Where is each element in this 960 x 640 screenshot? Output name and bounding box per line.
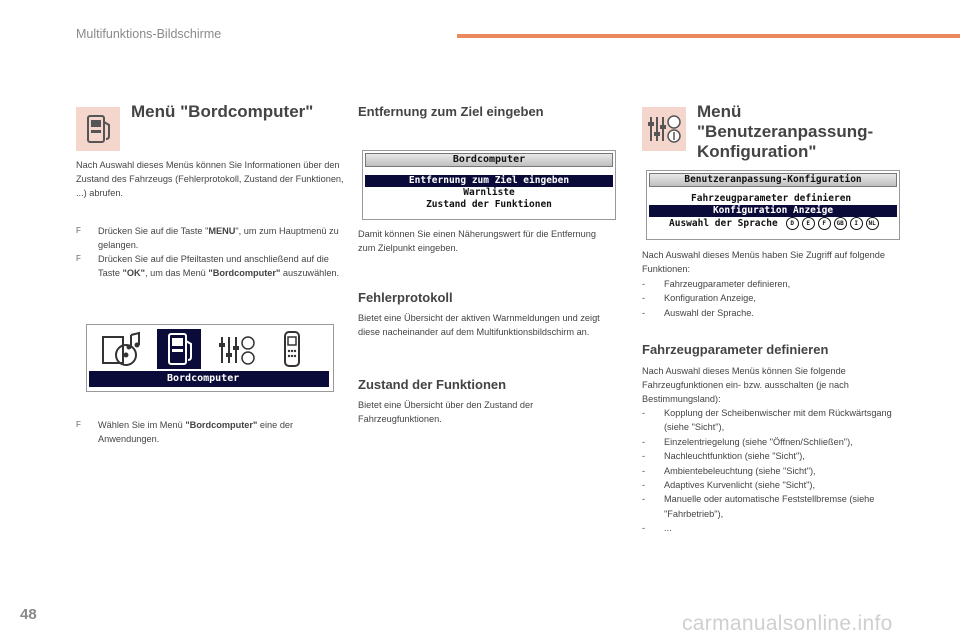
list-item: - Einzelentriegelung (siehe "Öffnen/Schließen"), bbox=[642, 436, 853, 447]
instruction-list bbox=[76, 224, 344, 280]
header-accent-bar bbox=[457, 34, 960, 38]
screen-row-language: Auswahl der Sprache D E F GB I NL bbox=[647, 217, 899, 230]
language-flag: GB bbox=[834, 217, 847, 230]
list-item: - ... bbox=[642, 523, 672, 534]
personalisation-icon bbox=[642, 107, 686, 151]
language-flag: F bbox=[818, 217, 831, 230]
language-flag: I bbox=[850, 217, 863, 230]
settings-menu-icon bbox=[217, 331, 257, 369]
screen-row-selected: Konfiguration Anzeige bbox=[649, 205, 897, 217]
screen-title: Bordcomputer bbox=[365, 153, 613, 167]
language-flag: D bbox=[786, 217, 799, 230]
media-menu-icon bbox=[99, 331, 143, 369]
page-number: 48 bbox=[20, 606, 37, 623]
running-header: Multifunktions-Bildschirme bbox=[76, 27, 222, 41]
screen-row-selected: Entfernung zum Ziel eingeben bbox=[365, 175, 613, 187]
personalisation-screen bbox=[646, 170, 900, 240]
list-item: - Ambientebeleuchtung (siehe "Sicht"), bbox=[642, 465, 816, 476]
personalisation-heading: Menü "Benutzeranpassung- Konfiguration" bbox=[697, 102, 874, 161]
bullet-marker: F bbox=[76, 226, 81, 235]
list-item: - Adaptives Kurvenlicht (siehe "Sicht"), bbox=[642, 480, 816, 491]
trip-computer-screen bbox=[362, 150, 616, 220]
list-item: - Nachleuchtfunktion (siehe "Sicht"), bbox=[642, 451, 805, 462]
bullet-marker: F bbox=[76, 254, 81, 263]
main-menu-selected-label: Bordcomputer bbox=[89, 371, 329, 387]
instruction-select-application: F Wählen Sie im Menü "Bordcomputer" eine der Anwendungen. bbox=[76, 420, 294, 444]
vehicle-parameters-list bbox=[642, 406, 898, 536]
bullet-marker: F bbox=[76, 420, 81, 429]
distance-text: Damit können Sie einen Näherungswert für die Entfernung zum Zielpunkt eingeben. bbox=[358, 229, 596, 253]
trip-computer-icon bbox=[76, 107, 120, 151]
trip-computer-intro: Nach Auswahl dieses Menüs können Sie Informationen über den Zustand des Fahrzeugs (Fehlerprotokoll, Zustand der Funktionen, ...) abrufen. bbox=[76, 160, 344, 198]
language-flag: E bbox=[802, 217, 815, 230]
personalisation-intro: Nach Auswahl dieses Menüs haben Sie Zugriff auf folgende Funktionen: bbox=[642, 250, 885, 274]
phone-menu-icon bbox=[277, 329, 307, 369]
list-item: - Konfiguration Anzeige, bbox=[642, 293, 756, 304]
personalisation-functions-list bbox=[642, 277, 892, 320]
instruction-menu-key: F Drücken Sie auf die Taste "MENU", um zum Hauptmenü zu gelangen. bbox=[76, 226, 339, 250]
trip-computer-menu-icon bbox=[157, 329, 201, 369]
warning-log-heading: Fehlerprotokoll bbox=[358, 290, 453, 305]
screen-row: Fahrzeugparameter definieren bbox=[691, 193, 852, 204]
function-status-text: Bietet eine Übersicht über den Zustand der Fahrzeugfunktionen. bbox=[358, 400, 534, 424]
distance-to-destination-heading: Entfernung zum Ziel eingeben bbox=[358, 104, 544, 119]
list-item: - Fahrzeugparameter definieren, bbox=[642, 279, 791, 289]
watermark: carmanualsonline.info bbox=[682, 612, 893, 635]
list-item: - Manuelle oder automatische Feststellbremse (siehe "Fahrbetrieb"), bbox=[642, 494, 875, 519]
screen-row: Warnliste bbox=[463, 187, 515, 198]
instruction-arrow-ok: F Drücken Sie auf die Pfeiltasten und anschließend auf die Taste "OK", um das Menü "Bordcomputer" auszuwählen. bbox=[76, 254, 340, 278]
language-flag: NL bbox=[866, 217, 879, 230]
instruction-list-2 bbox=[76, 418, 344, 446]
screen-title: Benutzeranpassung-Konfiguration bbox=[649, 173, 897, 187]
warning-log-text: Bietet eine Übersicht der aktiven Warnmeldungen und zeigt diese nacheinander auf dem Multifunktionsbildschirm an. bbox=[358, 313, 600, 337]
language-flags bbox=[786, 217, 879, 230]
list-item: - Kopplung der Scheibenwischer mit dem Rückwärtsgang (siehe "Sicht"), bbox=[642, 408, 892, 433]
vehicle-parameters-heading: Fahrzeugparameter definieren bbox=[642, 342, 829, 357]
menu-trip-computer-heading: Menü "Bordcomputer" bbox=[131, 102, 314, 121]
function-status-heading: Zustand der Funktionen bbox=[358, 377, 507, 392]
main-menu-screen bbox=[86, 324, 334, 392]
list-item: - Auswahl der Sprache. bbox=[642, 307, 754, 318]
screen-row: Zustand der Funktionen bbox=[426, 199, 552, 210]
vehicle-parameters-intro: Nach Auswahl dieses Menüs können Sie folgende Fahrzeugfunktionen ein- bzw. ausschalten (je nach Bestimmungsland): bbox=[642, 366, 849, 404]
